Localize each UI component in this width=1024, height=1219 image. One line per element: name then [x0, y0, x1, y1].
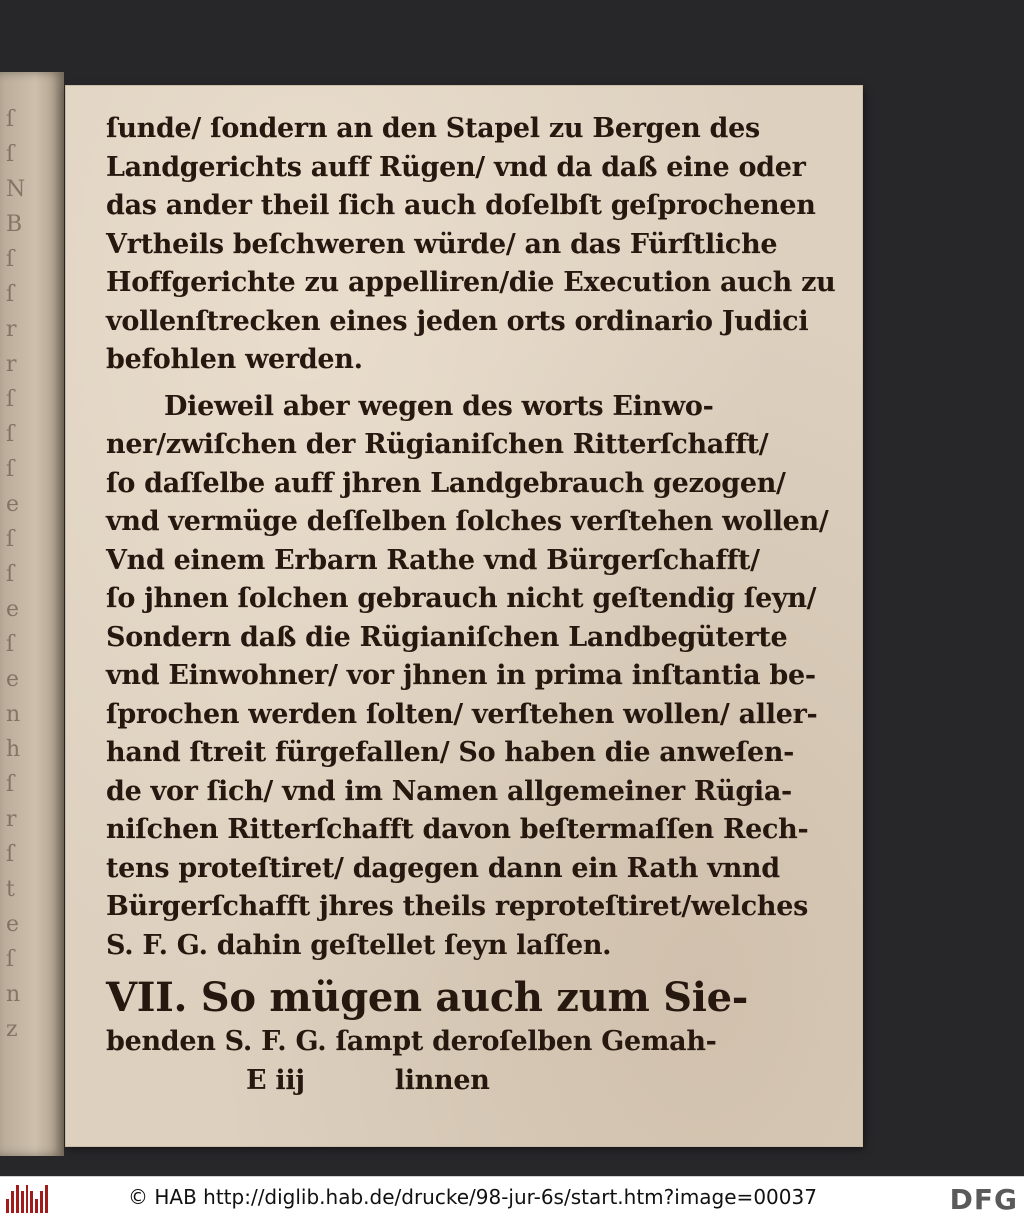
footer-bar [0, 1176, 1024, 1219]
text-line: hand ſtreit fürgefallen/ So haben die anweſen- [106, 737, 795, 768]
text-line: ſprochen werden ſolten/ verſtehen wollen/ aller- [106, 698, 818, 730]
text-line: befohlen werden. [106, 344, 363, 375]
hab-logo-icon [6, 1183, 48, 1213]
text-line: ſo jhnen ſolchen gebrauch nicht geſtendig ſeyn/ [106, 583, 817, 614]
text-line: S. F. G. dahin geſtellet ſeyn laſſen. [106, 929, 612, 961]
text-line: de vor ſich/ vnd im Namen allgemeiner Rügia- [106, 775, 792, 807]
page-text [106, 110, 836, 1100]
catchword: linnen [394, 1064, 490, 1096]
text-line: vollenſtrecken eines jeden orts ordinario Judici [106, 305, 809, 337]
text-line: vnd Einwohner/ vor jhnen in prima inſtantia be- [106, 660, 816, 691]
paragraph-1 [106, 110, 836, 380]
text-line: Landgerichts auff Rügen/ vnd da daß eine oder [106, 151, 806, 183]
text-line: Bürgerſchafft jhres theils reproteſtiret/welches [106, 891, 809, 922]
signature-line [106, 1062, 666, 1101]
text-line: ner/zwiſchen der Rügianiſchen Ritterſchafft/ [106, 429, 769, 460]
paragraph-2 [106, 388, 829, 966]
document-page [66, 86, 862, 1146]
source-url[interactable]: © HAB http://diglib.hab.de/drucke/98-jur-6s/start.htm?image=00037 [128, 1185, 817, 1209]
section-heading: VII. So mügen auch zum Sie- [106, 974, 749, 1021]
text-line: ſunde/ ſondern an den Stapel zu Bergen des [106, 113, 760, 144]
text-line: niſchen Ritterſchafft davon beſtermaſſen Rech- [106, 814, 809, 845]
text-line: ſo daſſelbe auff jhren Landgebrauch gezogen/ [106, 467, 786, 499]
text-line: das ander theil ſich auch doſelbſt geſprochenen [106, 190, 816, 221]
text-line: Hoffgerichte zu appelliren/die Execution auch zu [106, 267, 836, 298]
signature-mark: E iij [246, 1064, 305, 1096]
text-line: benden S. F. G. ſampt deroſelben Gemah- [106, 1026, 717, 1057]
text-line: tens proteſtiret/ dagegen dann ein Rath vnnd [106, 852, 780, 884]
text-line: Sondern daß die Rügianiſchen Landbegüterte [106, 621, 788, 653]
text-line: Dieweil aber wegen des worts Einwo- [164, 390, 714, 422]
text-line: vnd vermüge deſſelben ſolches verſtehen wollen/ [106, 506, 829, 537]
dfg-logo: DFG [949, 1183, 1018, 1216]
previous-page-text-fragment: ſ ſ N B ſ ſ r r ſ ſ ſ e ſ ſ e ſ e n h ſ r ſ t e ſ n z [6, 107, 28, 1042]
text-line: Vnd einem Erbarn Rathe vnd Bürgerſchafft/ [106, 544, 760, 576]
previous-page-edge [0, 72, 64, 1156]
text-line: Vrtheils beſchweren würde/ an das Fürſtliche [106, 228, 778, 260]
